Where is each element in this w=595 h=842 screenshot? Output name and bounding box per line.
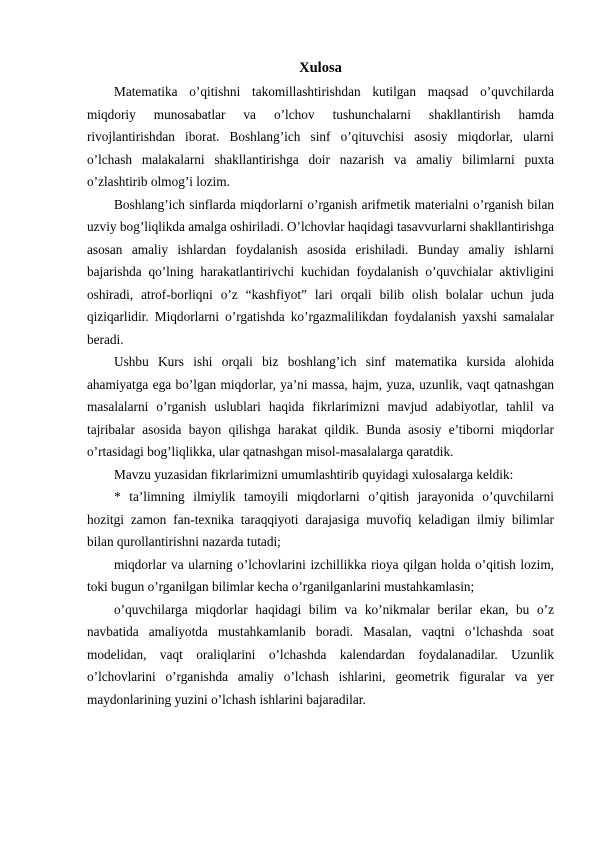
paragraph-7: o’quvchilarga miqdorlar haqidagi bilim va ko’nikmalar berilar ekan, bu o’z navbatida amaliyotda mustahkamlanib boradi. Masalan, vaqtni o’lchashda soat modelidan, vaqt oraliqlarini o’lchashda kalendardan foydalanadilar. Uzunlik o’lchovlarini o’rganishda amaliy o’lchash ishlarini, geometrik figuralar va yer maydonlarining yuzini o’lchash ishlarini bajaradilar.: [87, 601, 554, 707]
paragraph-3: Ushbu Kurs ishi orqali biz boshlang’ich sinf matematika kursida alohida ahamiyatga ega bo’lgan miqdorlar, ya’ni massa, hajm, yuza, uzunlik, vaqt qatnashgan masalalarni o’rganish uslublari haqida fikrlarimizni mavjud adabiyotlar, tahlil va tajribalar asosida bayon qilishga harakat qildik. Bunda asosiy e’tiborni miqdorlar o’rtasidagi bog’liqlikka, ular qatnashgan misol-masalalarga qaratdik.: [87, 354, 554, 459]
document-page: [87, 57, 554, 711]
paragraph-1: Matematika o’qitishni takomillashtirishdan kutilgan maqsad o’quvchilarda miqdoriy munosabatlar va o’lchov tushunchalarni shakllantirish hamda rivojlantirishdan iborat. Boshlang’ich sinf o’qituvchisi asosiy miqdorlar, ularni o’lchash malakalarni shakllantirishga doir nazarish va amaliy bilimlarni puxta o’zlashtirib olmog’i lozim.: [87, 84, 554, 189]
page-title: Xulosa: [299, 60, 342, 76]
paragraph-5: * ta’limning ilmiylik tamoyili miqdorlarni o’qitish jarayonida o’quvchilarni hozitgi zamon fan-texnika taraqqiyoti darajasiga muvofiq keladigan ilmiy bilimlar bilan qurollantirishni nazarda tutadi;: [87, 489, 554, 549]
paragraph-6: miqdorlar va ularning o’lchovlarini izchillikka rioya qilgan holda o’qitish lozim, toki bugun o’rganilgan bilimlar kecha o’rganilganlarini mustahkamlasin;: [87, 556, 554, 594]
paragraph-4: Mavzu yuzasidan fikrlarimizni umumlashtirib quyidagi xulosalarga keldik:: [114, 466, 514, 482]
paragraph-2: Boshlang’ich sinflarda miqdorlarni o’rganish arifmetik materialni o’rganish bilan uzviy bog’liqlikda amalga oshiriladi. O’lchovlar haqidagi tasavvurlarni shakllantirishga asosan amaliy ishlardan foydalanish asosida erishiladi. Bunday amaliy ishlarni bajarishda qo’lning harakatlantirivchi kuchidan foydalanish o’quvchialar aktivligini oshiradi, atrof-borliqni o’z “kashfiyot” lari orqali bilib olish bolalar uchun juda qiziqarlidir. Miqdorlarni o’rgatishda ko’rgazmalilikdan foydalanish yaxshi samalalar beradi.: [87, 196, 554, 347]
